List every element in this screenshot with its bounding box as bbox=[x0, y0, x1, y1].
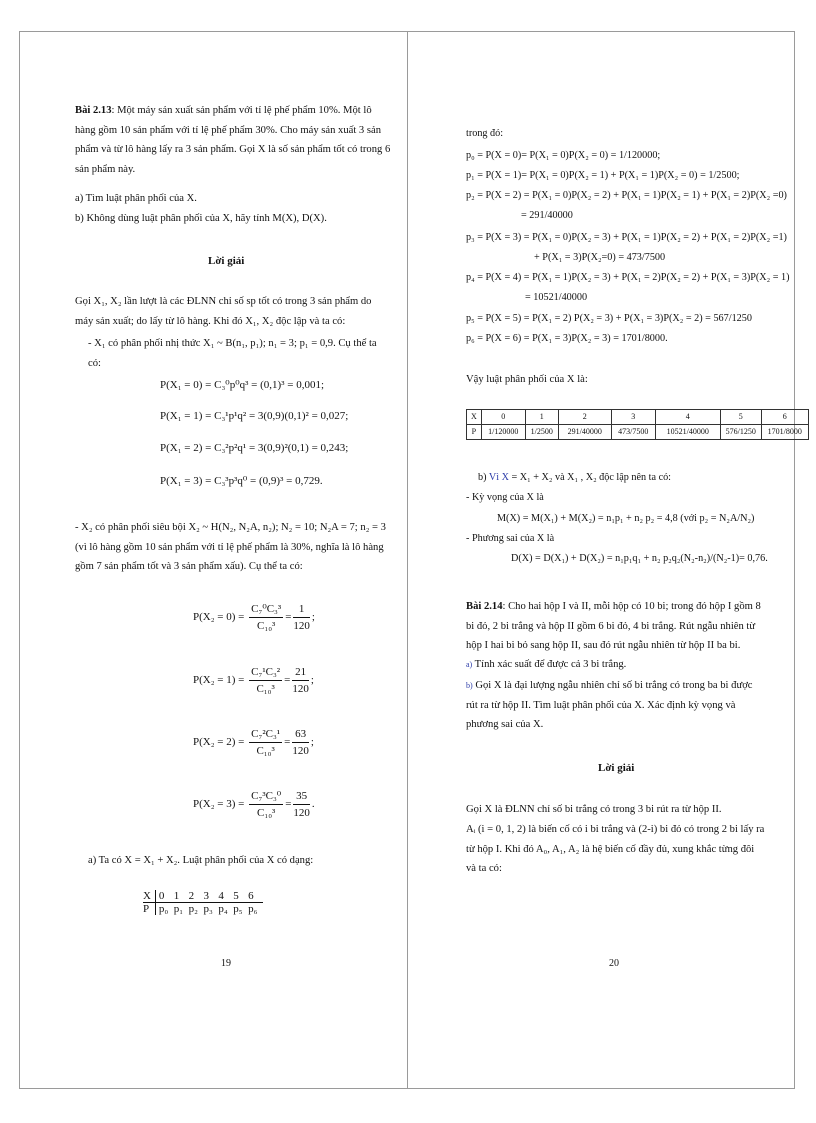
part-marker: a) bbox=[466, 660, 473, 669]
x2-line: - X₂ có phân phối siêu bội X₂ ~ H(N₂, N₂A, n₂); N₂ = 10; N₂A = 7; n₂ = 3 (vì lô hàng gồm 10 sản phẩm với tỉ lệ phế phẩm là 30%, nghĩa là lô hàng gồm 7 sản phẩm tốt và 3 sản phẩm xấu). Cụ thể ta có: bbox=[75, 522, 386, 572]
sol-line-1: Gọi X là ĐLNN chỉ số bi trắng có trong 3 bi rút ra từ hộp II. bbox=[466, 804, 722, 815]
fraction-num: 21 bbox=[292, 664, 309, 681]
page-number-right: 20 bbox=[609, 958, 619, 969]
fraction-den: 120 bbox=[292, 683, 309, 695]
problem2-text: : Cho hai hộp I và II, mỗi hộp có 10 bi; trong đó hộp I gồm 8 bi đỏ, 2 bi trắng và hộp II gồm 6 bi đỏ, 4 bi trắng. Rút ngẫu nhiên từ hộp I hai bi bỏ sang hộp II, sau đó rút ngẫu nhiên từ hộp II ba bi. bbox=[466, 601, 761, 651]
table-row bbox=[467, 425, 809, 440]
part-marker: b) bbox=[466, 681, 473, 690]
prob-line-3: = 291/40000 bbox=[521, 210, 573, 221]
eq-end: ; bbox=[310, 674, 314, 687]
eq-end: . bbox=[311, 798, 315, 811]
variance-eq: D(X) = D(X₁) + D(X₂) = n₁p₁q₁ + n₂ p₂q₂(N₂-n₂)/(N₂-1)= 0,76. bbox=[511, 553, 768, 564]
prob-line-4: p₃ = P(X = 3) = P(X₁ = 0)P(X₂ = 3) + P(X₁ = 1)P(X₂ = 2) + P(X₁ = 2)P(X₂ =1) bbox=[466, 232, 787, 243]
prob-line-9: p₆ = P(X = 6) = P(X₁ = 3)P(X₂ = 3) = 1701/8000. bbox=[466, 333, 668, 344]
table-cell: 6 bbox=[761, 410, 808, 425]
p-value: p₁ bbox=[173, 903, 184, 915]
fraction-den: 120 bbox=[292, 745, 309, 757]
x-value: 5 bbox=[233, 890, 239, 902]
x-value: 1 bbox=[173, 890, 180, 902]
distribution-label: Vậy luật phân phối của X là: bbox=[466, 374, 588, 385]
x2-eq-1: P(X₂ = 1) = $\frac{\text{C₇¹C₃²}}{\text{C₁₀³}}$ = $\frac{21}{120}$ ; bbox=[193, 666, 314, 695]
value-fraction bbox=[293, 601, 310, 634]
x-label: X bbox=[143, 890, 156, 902]
prob-line-6: p₄ = P(X = 4) = P(X₁ = 1)P(X₂ = 3) + P(X₁ = 2)P(X₂ = 2) + P(X₁ = 3)P(X₂ = 1) bbox=[466, 272, 790, 283]
x1-eq-2: P(X₁ = 2) = C₃²p²q¹ = 3(0,9)²(0,1) = 0,243; bbox=[160, 442, 349, 454]
value-fraction bbox=[292, 726, 309, 759]
table-cell: 1 bbox=[525, 410, 558, 425]
part-b: b) Không dùng luật phân phối của X, hãy tính M(X), D(X). bbox=[75, 213, 327, 224]
problem-label: Bài 2.13 bbox=[75, 105, 112, 116]
x1-eq-1: P(X₁ = 1) = C₃¹p¹q² = 3(0,9)(0,1)² = 0,027; bbox=[160, 410, 349, 422]
part-b-rest: = X₁ + X₂ và X₁ , X₂ độc lập nên ta có: bbox=[508, 472, 672, 483]
solution-title-left: Lời giải bbox=[208, 255, 245, 267]
eq-end: ; bbox=[311, 611, 315, 624]
prob-line-2: p₂ = P(X = 2) = P(X₁ = 0)P(X₂ = 2) + P(X₁ = 1)P(X₂ = 1) + P(X₁ = 2)P(X₂ =0) bbox=[466, 190, 787, 201]
part-b-line bbox=[478, 472, 671, 483]
problem2-label: Bài 2.14 bbox=[466, 601, 503, 612]
comb-fraction bbox=[249, 726, 282, 759]
part-b-prefix: b) bbox=[478, 472, 489, 483]
fraction-den: C₁₀³ bbox=[256, 683, 275, 695]
x1-eq-3: P(X₁ = 3) = C₃³p³q⁰ = (0,9)³ = 0,729. bbox=[160, 475, 323, 487]
fraction-den: 120 bbox=[293, 807, 310, 819]
table-row bbox=[467, 410, 809, 425]
fraction-den: 120 bbox=[293, 620, 310, 632]
table-cell: P bbox=[467, 425, 482, 440]
table-cell: 1/120000 bbox=[481, 425, 525, 440]
fraction-den: C₁₀³ bbox=[256, 745, 275, 757]
x2-eq-lhs: P(X₂ = 0) = bbox=[193, 611, 245, 624]
table-cell: 291/40000 bbox=[558, 425, 611, 440]
table-cell: 10521/40000 bbox=[655, 425, 720, 440]
fraction-num: C₇³C₃⁰ bbox=[249, 788, 283, 805]
problem-text: : Một máy sản xuất sản phẩm với tỉ lệ phế phẩm 10%. Một lô hàng gồm 10 sản phẩm với tỉ lệ phế phẩm 30%. Cho máy sản xuất 3 sản phẩm và từ lô hàng lấy ra 3 sản phẩm. Gọi X là số sản phẩm tốt có trong 6 sản phẩm này. bbox=[75, 105, 391, 175]
table-cell: 3 bbox=[611, 410, 655, 425]
sol-line-2: Aᵢ (i = 0, 1, 2) là biến cố có i bi trắng và (2-i) bi đỏ có trong 2 bi lấy ra từ hộp I. Khi đó A₀, A₁, A₂ là hệ biến cố đầy đủ, xung khắc từng đôi và ta có: bbox=[466, 824, 765, 874]
x1-line: - X₁ có phân phối nhị thức X₁ ~ B(n₁, p₁); n₁ = 3; p₁ = 0,9. Cụ thể ta có: bbox=[88, 338, 377, 369]
page-number-left: 19 bbox=[221, 958, 231, 969]
p-row bbox=[143, 903, 263, 915]
x-value: 2 bbox=[188, 890, 195, 902]
part-text: Gọi X là đại lượng ngẫu nhiên chỉ số bi trắng có trong ba bi được rút ra từ hộp II. Tìm luật phân phối của X. Xác định kỳ vọng và phương sai của X. bbox=[466, 680, 753, 730]
x-value: 6 bbox=[248, 890, 254, 902]
table-cell: 1/2500 bbox=[525, 425, 558, 440]
problem2-part-a bbox=[466, 655, 766, 675]
x-value: 4 bbox=[218, 890, 224, 902]
x1-eq-0: P(X₁ = 0) = C₃⁰p⁰q³ = (0,1)³ = 0,001; bbox=[160, 379, 325, 391]
x2-eq-lhs: P(X₂ = 2) = bbox=[193, 736, 245, 749]
distribution-table bbox=[466, 409, 809, 440]
table-cell: 4 bbox=[655, 410, 720, 425]
x-distribution-form bbox=[143, 890, 263, 915]
fraction-num: 1 bbox=[293, 601, 310, 618]
value-fraction bbox=[293, 788, 310, 821]
expectation-label: - Kỳ vọng của X là bbox=[466, 492, 544, 503]
problem2-part-b bbox=[466, 676, 766, 735]
fraction-den: C₁₀³ bbox=[257, 620, 276, 632]
x2-eq-3: P(X₂ = 3) = $\frac{\text{C₇³C₃⁰}}{\text{C₁₀³}}$ = $\frac{35}{120}$ . bbox=[193, 790, 315, 819]
fraction-num: C₇⁰C₃³ bbox=[249, 601, 283, 618]
problem-2-13 bbox=[75, 101, 391, 179]
p-label: P bbox=[143, 903, 156, 915]
p-value: p₆ bbox=[248, 903, 258, 915]
intro-text: Gọi X₁, X₂ lần lượt là các ĐLNN chỉ số sp tốt có trong 3 sản phẩm do máy sản xuất; do lấy từ lô hàng. Khi đó X₁, X₂ độc lập và ta có: bbox=[75, 296, 372, 327]
x2-eq-2: P(X₂ = 2) = $\frac{\text{C₇²C₃¹}}{\text{C₁₀³}}$ = $\frac{63}{120}$ ; bbox=[193, 728, 314, 757]
table-cell: 576/1250 bbox=[720, 425, 761, 440]
fraction-num: 63 bbox=[292, 726, 309, 743]
x2-eq-lhs: P(X₂ = 3) = bbox=[193, 798, 245, 811]
page-divider bbox=[407, 31, 408, 1089]
prob-line-7: = 10521/40000 bbox=[525, 292, 588, 303]
prob-line-1: p₁ = P(X = 1)= P(X₁ = 0)P(X₂ = 1) + P(X₁ = 1)P(X₂ = 0) = 1/2500; bbox=[466, 170, 740, 181]
part-a: a) Tìm luật phân phối của X. bbox=[75, 193, 197, 204]
p-value: p₅ bbox=[233, 903, 243, 915]
problem-2-14 bbox=[466, 597, 766, 656]
p-value: p₀ bbox=[158, 903, 169, 915]
fraction-num: C₇²C₃¹ bbox=[249, 726, 282, 743]
conclusion-a: a) Ta có X = X₁ + X₂. Luật phân phối của X có dạng: bbox=[88, 855, 314, 866]
x2-eq-lhs: P(X₂ = 1) = bbox=[193, 674, 245, 687]
comb-fraction bbox=[249, 788, 283, 821]
part-b-highlight: Vì X bbox=[488, 472, 509, 483]
prob-line-8: p₅ = P(X = 5) = P(X₁ = 2) P(X₂ = 3) + P(X₁ = 3)P(X₂ = 2) = 567/1250 bbox=[466, 313, 752, 324]
table-cell: 2 bbox=[558, 410, 611, 425]
table-cell: X bbox=[467, 410, 482, 425]
fraction-den: C₁₀³ bbox=[257, 807, 276, 819]
expectation-eq: M(X) = M(X₁) + M(X₂) = n₁p₁ + n₂ p₂ = 4,8 (với p₂ = N₂A/N₂) bbox=[497, 513, 755, 524]
where-label: trong đó: bbox=[466, 128, 504, 139]
variance-label: - Phương sai của X là bbox=[466, 533, 555, 544]
prob-line-0: p₀ = P(X = 0)= P(X₁ = 0)P(X₂ = 0) = 1/120000; bbox=[466, 150, 661, 161]
p-value: p₄ bbox=[218, 903, 228, 915]
comb-fraction bbox=[249, 601, 283, 634]
part-text: Tính xác suất để được cả 3 bi trắng. bbox=[472, 659, 627, 670]
x2-eq-0: P(X₂ = 0) = $\frac{\text{C₇⁰C₃³}}{\text{C₁₀³}}$ = $\frac{1}{120}$ ; bbox=[193, 603, 315, 632]
value-fraction bbox=[292, 664, 309, 697]
eq-end: ; bbox=[310, 736, 314, 749]
table-cell: 0 bbox=[481, 410, 525, 425]
table-cell: 1701/8000 bbox=[761, 425, 808, 440]
comb-fraction bbox=[249, 664, 282, 697]
solution-title-right: Lời giải bbox=[598, 762, 635, 774]
fraction-num: C₇¹C₃² bbox=[249, 664, 282, 681]
x-row bbox=[143, 890, 263, 903]
fraction-num: 35 bbox=[293, 788, 310, 805]
prob-line-5: + P(X₁ = 3)P(X₂=0) = 473/7500 bbox=[534, 252, 666, 263]
p-value: p₃ bbox=[203, 903, 213, 915]
x-value: 3 bbox=[203, 890, 210, 902]
table-cell: 473/7500 bbox=[611, 425, 655, 440]
table-cell: 5 bbox=[720, 410, 761, 425]
x-value: 0 bbox=[158, 890, 165, 902]
p-value: p₂ bbox=[188, 903, 198, 915]
